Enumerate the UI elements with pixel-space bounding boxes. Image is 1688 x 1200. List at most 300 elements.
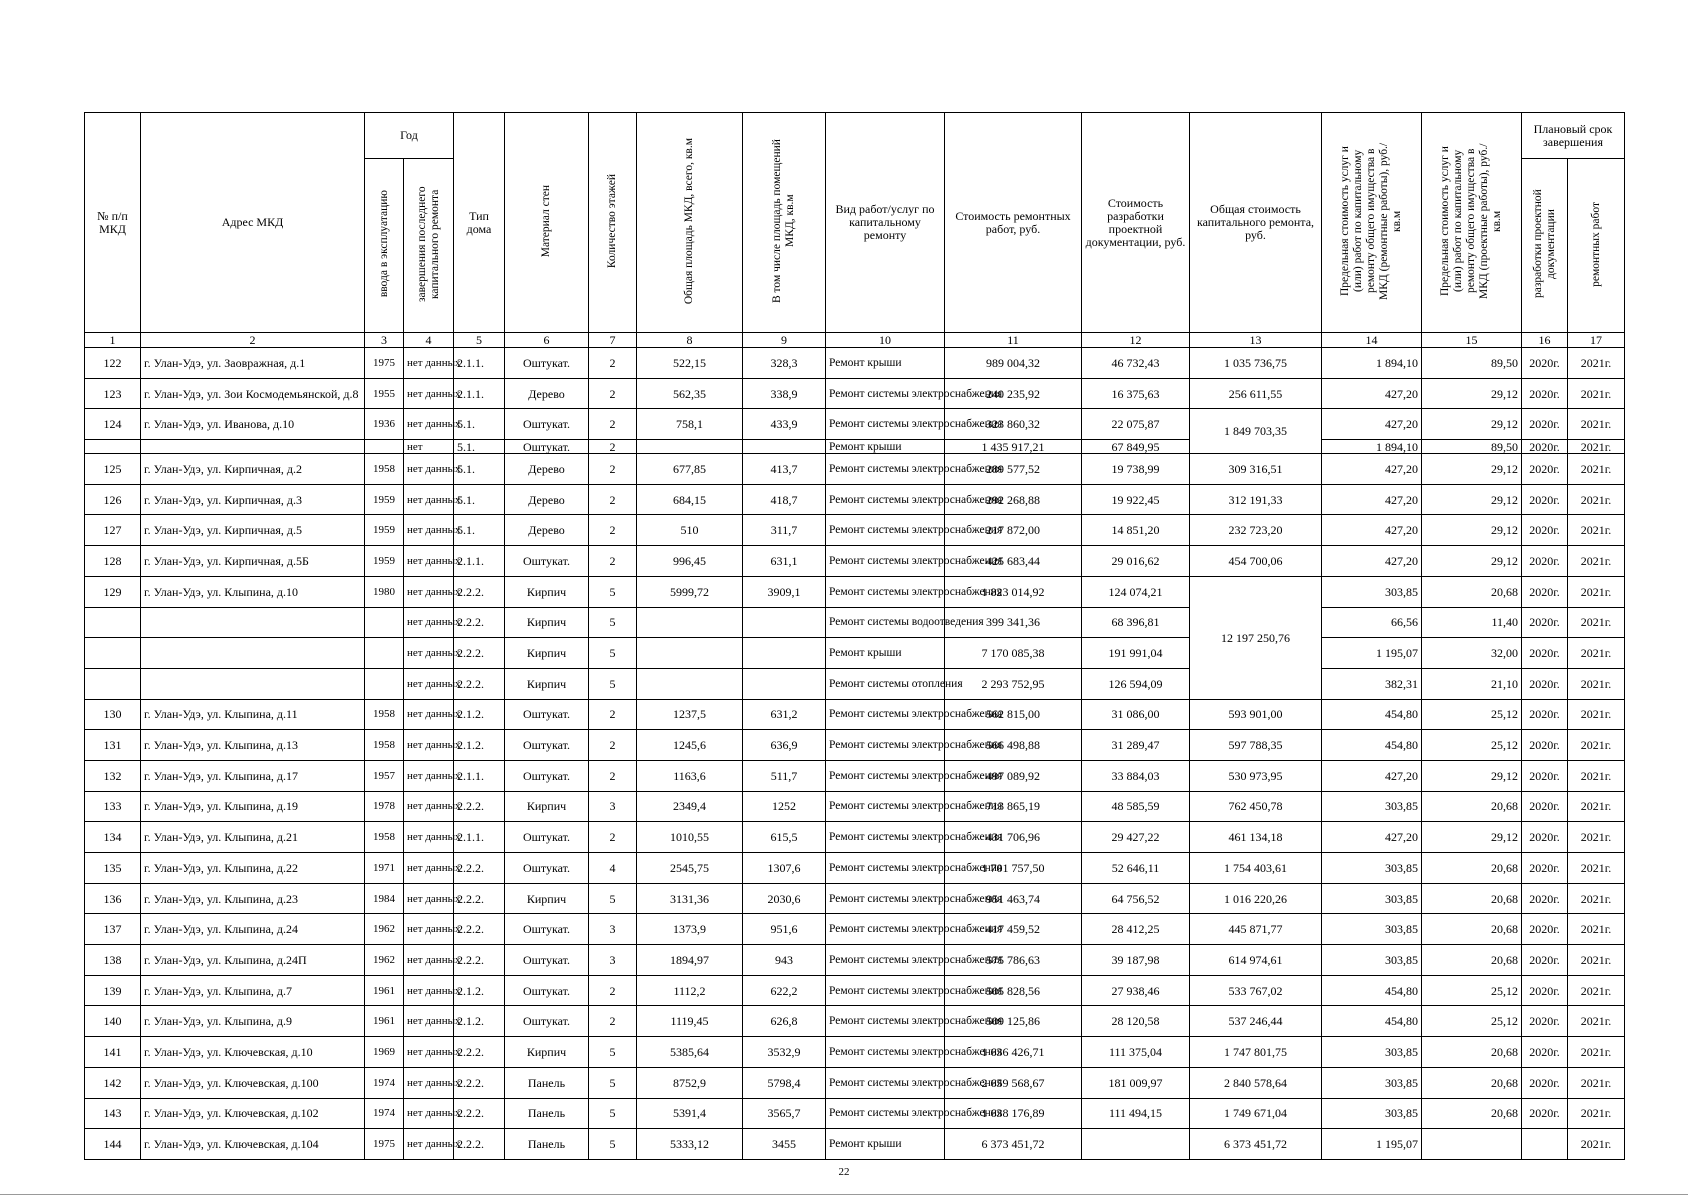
cell-floors: 4 (589, 853, 637, 884)
cell-total-cost: 309 316,51 (1190, 454, 1322, 485)
cell-limit-repair: 1 195,07 (1322, 638, 1422, 669)
cell-project-term: 2020г. (1522, 409, 1568, 440)
cell-wall-material: Оштукат. (505, 546, 589, 577)
cell-work-type: Ремонт системы электроснабжения (826, 1037, 945, 1068)
cell-premises-area: 3455 (743, 1129, 826, 1160)
cell-floors: 5 (589, 576, 637, 607)
cell-commission-year: 1971 (365, 853, 404, 884)
cell-floors: 5 (589, 668, 637, 699)
cell-limit-repair: 427,20 (1322, 822, 1422, 853)
cell-mkd-number: 129 (85, 576, 141, 607)
cell-address: г. Улан-Удэ, ул. Ключевская, д.102 (141, 1098, 365, 1129)
cell-repair-term: 2021г. (1568, 975, 1625, 1006)
cell-work-type: Ремонт системы электроснабжения (826, 760, 945, 791)
cell-commission-year (365, 607, 404, 638)
cell-project-term: 2020г. (1522, 883, 1568, 914)
cell-repair-cost: 566 498,88 (945, 730, 1082, 761)
cell-total-cost: 533 767,02 (1190, 975, 1322, 1006)
cell-work-type: Ремонт системы электроснабжения (826, 730, 945, 761)
cell-mkd-number: 135 (85, 853, 141, 884)
cell-mkd-number: 127 (85, 515, 141, 546)
cell-floors: 3 (589, 945, 637, 976)
cell-premises-area: 622,2 (743, 975, 826, 1006)
cell-house-type: 5.1. (454, 409, 505, 440)
col-header-limit-project: Предельная стоимость услуг и (или) работ по капитальному ремонту общего имущества в МКД (проектные работы), руб./кв.м (1422, 113, 1522, 333)
table-row (85, 348, 1625, 379)
cell-total-cost: 1 016 220,26 (1190, 883, 1322, 914)
table-row (85, 1006, 1625, 1037)
cell-repair-cost: 7 170 085,38 (945, 638, 1082, 669)
cell-limit-repair: 1 195,07 (1322, 1129, 1422, 1160)
cell-repair-term: 2021г. (1568, 440, 1625, 454)
cell-limit-repair: 303,85 (1322, 853, 1422, 884)
table-row (85, 699, 1625, 730)
cell-project-term: 2020г. (1522, 348, 1568, 379)
cell-repair-term: 2021г. (1568, 378, 1625, 409)
cell-limit-repair: 454,80 (1322, 730, 1422, 761)
cell-repair-term: 2021г. (1568, 668, 1625, 699)
cell-total-cost: 461 134,18 (1190, 822, 1322, 853)
cell-floors: 5 (589, 1067, 637, 1098)
col-header-house-type: Тип дома (454, 113, 505, 333)
cell-limit-project: 29,12 (1422, 484, 1522, 515)
cell-commission-year: 1962 (365, 914, 404, 945)
col-header-work-type: Вид работ/услуг по капитальному ремонту (826, 113, 945, 333)
table-row (85, 576, 1625, 607)
table-row (85, 822, 1625, 853)
cell-limit-repair: 427,20 (1322, 484, 1422, 515)
cell-limit-repair: 303,85 (1322, 1098, 1422, 1129)
cell-wall-material: Кирпич (505, 791, 589, 822)
cell-address: г. Улан-Удэ, ул. Клыпина, д.17 (141, 760, 365, 791)
table-row (85, 638, 1625, 669)
table-row (85, 668, 1625, 699)
cell-project-term: 2020г. (1522, 1037, 1568, 1068)
cell-commission-year: 1974 (365, 1067, 404, 1098)
cell-repair-cost: 1 638 176,89 (945, 1098, 1082, 1129)
cell-house-type: 2.2.2. (454, 607, 505, 638)
cell-repair-term: 2021г. (1568, 853, 1625, 884)
cell-project-cost: 181 009,97 (1082, 1067, 1190, 1098)
table-row (85, 914, 1625, 945)
cell-premises-area: 413,7 (743, 454, 826, 485)
cell-address (141, 440, 365, 454)
cell-total-area: 1112,2 (637, 975, 743, 1006)
cell-address: г. Улан-Удэ, ул. Ключевская, д.100 (141, 1067, 365, 1098)
cell-limit-project: 29,12 (1422, 760, 1522, 791)
cell-mkd-number: 130 (85, 699, 141, 730)
colnum: 7 (589, 333, 637, 348)
cell-work-type: Ремонт системы электроснабжения (826, 945, 945, 976)
cell-project-term: 2020г. (1522, 1006, 1568, 1037)
cell-premises-area: 636,9 (743, 730, 826, 761)
cell-work-type: Ремонт системы электроснабжения (826, 975, 945, 1006)
cell-mkd-number: 132 (85, 760, 141, 791)
cell-total-cost: 454 700,06 (1190, 546, 1322, 577)
cell-floors: 2 (589, 515, 637, 546)
cell-last-repair-year: нет данных (404, 546, 454, 577)
col-header-total-cost: Общая стоимость капитального ремонта, руб. (1190, 113, 1322, 333)
cell-last-repair-year: нет данных (404, 914, 454, 945)
cell-mkd-number: 141 (85, 1037, 141, 1068)
cell-house-type: 2.1.1. (454, 348, 505, 379)
cell-total-area: 5333,12 (637, 1129, 743, 1160)
cell-repair-cost: 1 435 917,21 (945, 440, 1082, 454)
cell-repair-term: 2021г. (1568, 454, 1625, 485)
cell-repair-cost: 292 268,88 (945, 484, 1082, 515)
cell-wall-material: Оштукат. (505, 440, 589, 454)
cell-repair-cost: 399 341,36 (945, 607, 1082, 638)
col-header-floors: Количество этажей (589, 113, 637, 333)
cell-project-term: 2020г. (1522, 546, 1568, 577)
cell-mkd-number: 128 (85, 546, 141, 577)
cell-mkd-number: 138 (85, 945, 141, 976)
cell-limit-repair: 427,20 (1322, 454, 1422, 485)
cell-repair-term: 2021г. (1568, 1006, 1625, 1037)
cell-repair-term: 2021г. (1568, 1129, 1625, 1160)
cell-repair-cost: 713 865,19 (945, 791, 1082, 822)
cell-repair-term: 2021г. (1568, 791, 1625, 822)
cell-project-term: 2020г. (1522, 853, 1568, 884)
cell-work-type: Ремонт крыши (826, 638, 945, 669)
cell-limit-project: 25,12 (1422, 1006, 1522, 1037)
table-row (85, 1098, 1625, 1129)
colnum: 17 (1568, 333, 1625, 348)
cell-total-area: 1894,97 (637, 945, 743, 976)
cell-total-cost: 1 035 736,75 (1190, 348, 1322, 379)
cell-premises-area: 615,5 (743, 822, 826, 853)
cell-project-cost: 31 289,47 (1082, 730, 1190, 761)
cell-commission-year: 1957 (365, 760, 404, 791)
cell-work-type: Ремонт системы электроснабжения (826, 883, 945, 914)
cell-limit-project: 89,50 (1422, 348, 1522, 379)
cell-premises-area (743, 668, 826, 699)
cell-mkd-number (85, 638, 141, 669)
cell-limit-project: 20,68 (1422, 945, 1522, 976)
cell-floors: 5 (589, 1098, 637, 1129)
cell-total-area: 996,45 (637, 546, 743, 577)
cell-repair-term: 2021г. (1568, 822, 1625, 853)
cell-house-type: 2.2.2. (454, 576, 505, 607)
cell-floors: 2 (589, 409, 637, 440)
cell-project-term: 2020г. (1522, 638, 1568, 669)
cell-total-cost: 530 973,95 (1190, 760, 1322, 791)
cell-total-cost: 593 901,00 (1190, 699, 1322, 730)
cell-premises-area: 311,7 (743, 515, 826, 546)
cell-repair-term: 2021г. (1568, 760, 1625, 791)
col-group-year: Год (365, 113, 454, 159)
col-header-repair-cost: Стоимость ремонтных работ, руб. (945, 113, 1082, 333)
cell-work-type: Ремонт системы электроснабжения (826, 515, 945, 546)
cell-total-area: 522,15 (637, 348, 743, 379)
cell-total-area (637, 440, 743, 454)
cell-address: г. Улан-Удэ, ул. Клыпина, д.7 (141, 975, 365, 1006)
cell-work-type: Ремонт системы электроснабжения (826, 914, 945, 945)
table-row (85, 454, 1625, 485)
cell-wall-material: Оштукат. (505, 348, 589, 379)
cell-total-area: 1119,45 (637, 1006, 743, 1037)
cell-total-area: 510 (637, 515, 743, 546)
col-header-commission-year: ввода в эксплуатацию (365, 159, 404, 333)
table-row (85, 730, 1625, 761)
cell-house-type: 2.2.2. (454, 1037, 505, 1068)
cell-project-cost: 39 187,98 (1082, 945, 1190, 976)
cell-premises-area: 511,7 (743, 760, 826, 791)
cell-mkd-number: 131 (85, 730, 141, 761)
col-header-project-term: разработки проектной документации (1522, 159, 1568, 333)
cell-limit-repair: 427,20 (1322, 760, 1422, 791)
table-row (85, 760, 1625, 791)
cell-wall-material: Оштукат. (505, 914, 589, 945)
cell-premises-area: 328,3 (743, 348, 826, 379)
table-row (85, 515, 1625, 546)
colnum: 9 (743, 333, 826, 348)
cell-repair-term: 2021г. (1568, 607, 1625, 638)
column-number-row (85, 333, 1625, 348)
cell-work-type: Ремонт системы электроснабжения (826, 1067, 945, 1098)
cell-repair-term: 2021г. (1568, 914, 1625, 945)
cell-project-cost: 111 494,15 (1082, 1098, 1190, 1129)
cell-wall-material: Дерево (505, 515, 589, 546)
cell-last-repair-year: нет данных (404, 378, 454, 409)
cell-commission-year (365, 440, 404, 454)
cell-total-area: 2349,4 (637, 791, 743, 822)
cell-commission-year: 1959 (365, 515, 404, 546)
cell-house-type: 2.1.2. (454, 730, 505, 761)
cell-limit-project: 20,68 (1422, 1067, 1522, 1098)
cell-repair-term: 2021г. (1568, 409, 1625, 440)
cell-last-repair-year: нет данных (404, 515, 454, 546)
cell-work-type: Ремонт системы электроснабжения (826, 853, 945, 884)
cell-total-area: 1010,55 (637, 822, 743, 853)
cell-floors: 2 (589, 378, 637, 409)
cell-last-repair-year: нет данных (404, 1098, 454, 1129)
cell-repair-cost: 417 459,52 (945, 914, 1082, 945)
colnum: 11 (945, 333, 1082, 348)
table-row (85, 1037, 1625, 1068)
cell-project-cost: 124 074,21 (1082, 576, 1190, 607)
cell-repair-cost: 323 860,32 (945, 409, 1082, 440)
cell-project-cost: 27 938,46 (1082, 975, 1190, 1006)
col-header-repair-term: ремонтных работ (1568, 159, 1625, 333)
cell-project-cost: 67 849,95 (1082, 440, 1190, 454)
cell-house-type: 2.1.2. (454, 975, 505, 1006)
cell-premises-area (743, 638, 826, 669)
cell-last-repair-year: нет данных (404, 668, 454, 699)
cell-floors: 3 (589, 791, 637, 822)
cell-total-area: 677,85 (637, 454, 743, 485)
cell-repair-cost: 217 872,00 (945, 515, 1082, 546)
cell-house-type: 2.1.1. (454, 760, 505, 791)
table-row (85, 546, 1625, 577)
cell-commission-year: 1958 (365, 730, 404, 761)
table-row (85, 378, 1625, 409)
cell-project-term: 2020г. (1522, 484, 1568, 515)
cell-last-repair-year: нет данных (404, 791, 454, 822)
cell-limit-project: 29,12 (1422, 546, 1522, 577)
cell-total-area: 758,1 (637, 409, 743, 440)
cell-repair-cost: 989 004,32 (945, 348, 1082, 379)
cell-wall-material: Дерево (505, 378, 589, 409)
cell-address (141, 668, 365, 699)
cell-project-cost: 191 991,04 (1082, 638, 1190, 669)
cell-work-type: Ремонт системы электроснабжения (826, 484, 945, 515)
cell-limit-project: 29,12 (1422, 409, 1522, 440)
cell-floors: 2 (589, 975, 637, 1006)
cell-last-repair-year: нет данных (404, 409, 454, 440)
cell-house-type: 2.2.2. (454, 1067, 505, 1098)
cell-repair-term: 2021г. (1568, 699, 1625, 730)
cell-total-area: 1373,9 (637, 914, 743, 945)
table-row (85, 484, 1625, 515)
cell-repair-term: 2021г. (1568, 1098, 1625, 1129)
cell-commission-year: 1980 (365, 576, 404, 607)
cell-last-repair-year: нет данных (404, 730, 454, 761)
cell-limit-repair: 303,85 (1322, 791, 1422, 822)
cell-limit-project: 20,68 (1422, 1098, 1522, 1129)
cell-floors: 5 (589, 1129, 637, 1160)
cell-address: г. Улан-Удэ, ул. Кирпичная, д.5Б (141, 546, 365, 577)
cell-mkd-number (85, 440, 141, 454)
colnum: 13 (1190, 333, 1322, 348)
colnum: 10 (826, 333, 945, 348)
cell-address: г. Улан-Удэ, ул. Клыпина, д.22 (141, 853, 365, 884)
cell-commission-year: 1969 (365, 1037, 404, 1068)
cell-address: г. Улан-Удэ, ул. Зои Космодемьянской, д.8 (141, 378, 365, 409)
cell-total-cost: 597 788,35 (1190, 730, 1322, 761)
cell-mkd-number: 144 (85, 1129, 141, 1160)
cell-last-repair-year: нет (404, 440, 454, 454)
cell-floors: 2 (589, 484, 637, 515)
cell-address: г. Улан-Удэ, ул. Клыпина, д.13 (141, 730, 365, 761)
cell-limit-repair: 427,20 (1322, 515, 1422, 546)
cell-project-cost: 22 075,87 (1082, 409, 1190, 440)
cell-mkd-number: 124 (85, 409, 141, 440)
cell-last-repair-year: нет данных (404, 883, 454, 914)
cell-total-cost: 6 373 451,72 (1190, 1129, 1322, 1160)
cell-limit-project: 20,68 (1422, 791, 1522, 822)
cell-project-cost: 31 086,00 (1082, 699, 1190, 730)
cell-project-cost: 28 120,58 (1082, 1006, 1190, 1037)
cell-repair-term: 2021г. (1568, 730, 1625, 761)
cell-total-area (637, 638, 743, 669)
cell-floors: 2 (589, 454, 637, 485)
cell-project-term: 2020г. (1522, 760, 1568, 791)
col-header-num: № п/п МКД (85, 113, 141, 333)
cell-wall-material: Кирпич (505, 607, 589, 638)
cell-floors: 2 (589, 760, 637, 791)
cell-wall-material: Оштукат. (505, 699, 589, 730)
cell-floors: 2 (589, 348, 637, 379)
cell-last-repair-year: нет данных (404, 638, 454, 669)
cell-floors: 2 (589, 730, 637, 761)
cell-last-repair-year: нет данных (404, 576, 454, 607)
cell-project-term: 2020г. (1522, 791, 1568, 822)
cell-premises-area: 951,6 (743, 914, 826, 945)
table-row (85, 440, 1625, 454)
cell-project-cost: 68 396,81 (1082, 607, 1190, 638)
cell-floors: 5 (589, 638, 637, 669)
cell-repair-term: 2021г. (1568, 945, 1625, 976)
cell-house-type: 2.2.2. (454, 914, 505, 945)
cell-project-term: 2020г. (1522, 699, 1568, 730)
cell-premises-area: 338,9 (743, 378, 826, 409)
colnum: 3 (365, 333, 404, 348)
colnum: 8 (637, 333, 743, 348)
cell-house-type: 5.1. (454, 440, 505, 454)
cell-limit-repair: 427,20 (1322, 409, 1422, 440)
cell-project-term: 2020г. (1522, 1098, 1568, 1129)
page-bottom-edge (0, 1194, 1688, 1195)
cell-limit-project: 25,12 (1422, 699, 1522, 730)
cell-address: г. Улан-Удэ, ул. Ключевская, д.104 (141, 1129, 365, 1160)
cell-limit-project: 20,68 (1422, 853, 1522, 884)
cell-total-cost: 537 246,44 (1190, 1006, 1322, 1037)
cell-limit-repair: 303,85 (1322, 883, 1422, 914)
cell-project-term (1522, 1129, 1568, 1160)
cell-house-type: 5.1. (454, 484, 505, 515)
cell-wall-material: Дерево (505, 484, 589, 515)
cell-mkd-number: 136 (85, 883, 141, 914)
cell-repair-cost: 6 373 451,72 (945, 1129, 1082, 1160)
cell-last-repair-year: нет данных (404, 454, 454, 485)
table-row (85, 607, 1625, 638)
cell-project-cost: 29 427,22 (1082, 822, 1190, 853)
cell-project-term: 2020г. (1522, 945, 1568, 976)
cell-house-type: 5.1. (454, 515, 505, 546)
cell-project-cost: 46 732,43 (1082, 348, 1190, 379)
cell-project-cost: 126 594,09 (1082, 668, 1190, 699)
cell-limit-project: 29,12 (1422, 454, 1522, 485)
cell-total-cost: 1 747 801,75 (1190, 1037, 1322, 1068)
cell-floors: 5 (589, 607, 637, 638)
cell-premises-area (743, 607, 826, 638)
cell-project-cost: 29 016,62 (1082, 546, 1190, 577)
colnum: 14 (1322, 333, 1422, 348)
cell-work-type: Ремонт системы водоотведения (826, 607, 945, 638)
cell-repair-cost: 431 706,96 (945, 822, 1082, 853)
cell-premises-area: 3565,7 (743, 1098, 826, 1129)
cell-commission-year: 1959 (365, 546, 404, 577)
colnum: 4 (404, 333, 454, 348)
cell-total-area (637, 668, 743, 699)
cell-premises-area: 3532,9 (743, 1037, 826, 1068)
repair-register-table (84, 112, 1625, 1160)
cell-project-cost: 16 375,63 (1082, 378, 1190, 409)
cell-limit-repair: 303,85 (1322, 945, 1422, 976)
cell-house-type: 2.2.2. (454, 945, 505, 976)
cell-limit-project: 29,12 (1422, 515, 1522, 546)
cell-project-term: 2020г. (1522, 607, 1568, 638)
cell-last-repair-year: нет данных (404, 760, 454, 791)
cell-total-cost: 614 974,61 (1190, 945, 1322, 976)
cell-work-type: Ремонт системы электроснабжения (826, 699, 945, 730)
cell-commission-year: 1961 (365, 975, 404, 1006)
cell-address: г. Улан-Удэ, ул. Клыпина, д.11 (141, 699, 365, 730)
cell-mkd-number: 143 (85, 1098, 141, 1129)
cell-floors: 2 (589, 440, 637, 454)
cell-wall-material: Оштукат. (505, 975, 589, 1006)
cell-limit-repair: 303,85 (1322, 1037, 1422, 1068)
cell-commission-year (365, 638, 404, 669)
cell-commission-year: 1958 (365, 699, 404, 730)
cell-limit-project: 20,68 (1422, 914, 1522, 945)
cell-total-cost: 1 754 403,61 (1190, 853, 1322, 884)
cell-total-area: 5391,4 (637, 1098, 743, 1129)
cell-premises-area: 626,8 (743, 1006, 826, 1037)
cell-repair-term: 2021г. (1568, 546, 1625, 577)
cell-wall-material: Кирпич (505, 576, 589, 607)
